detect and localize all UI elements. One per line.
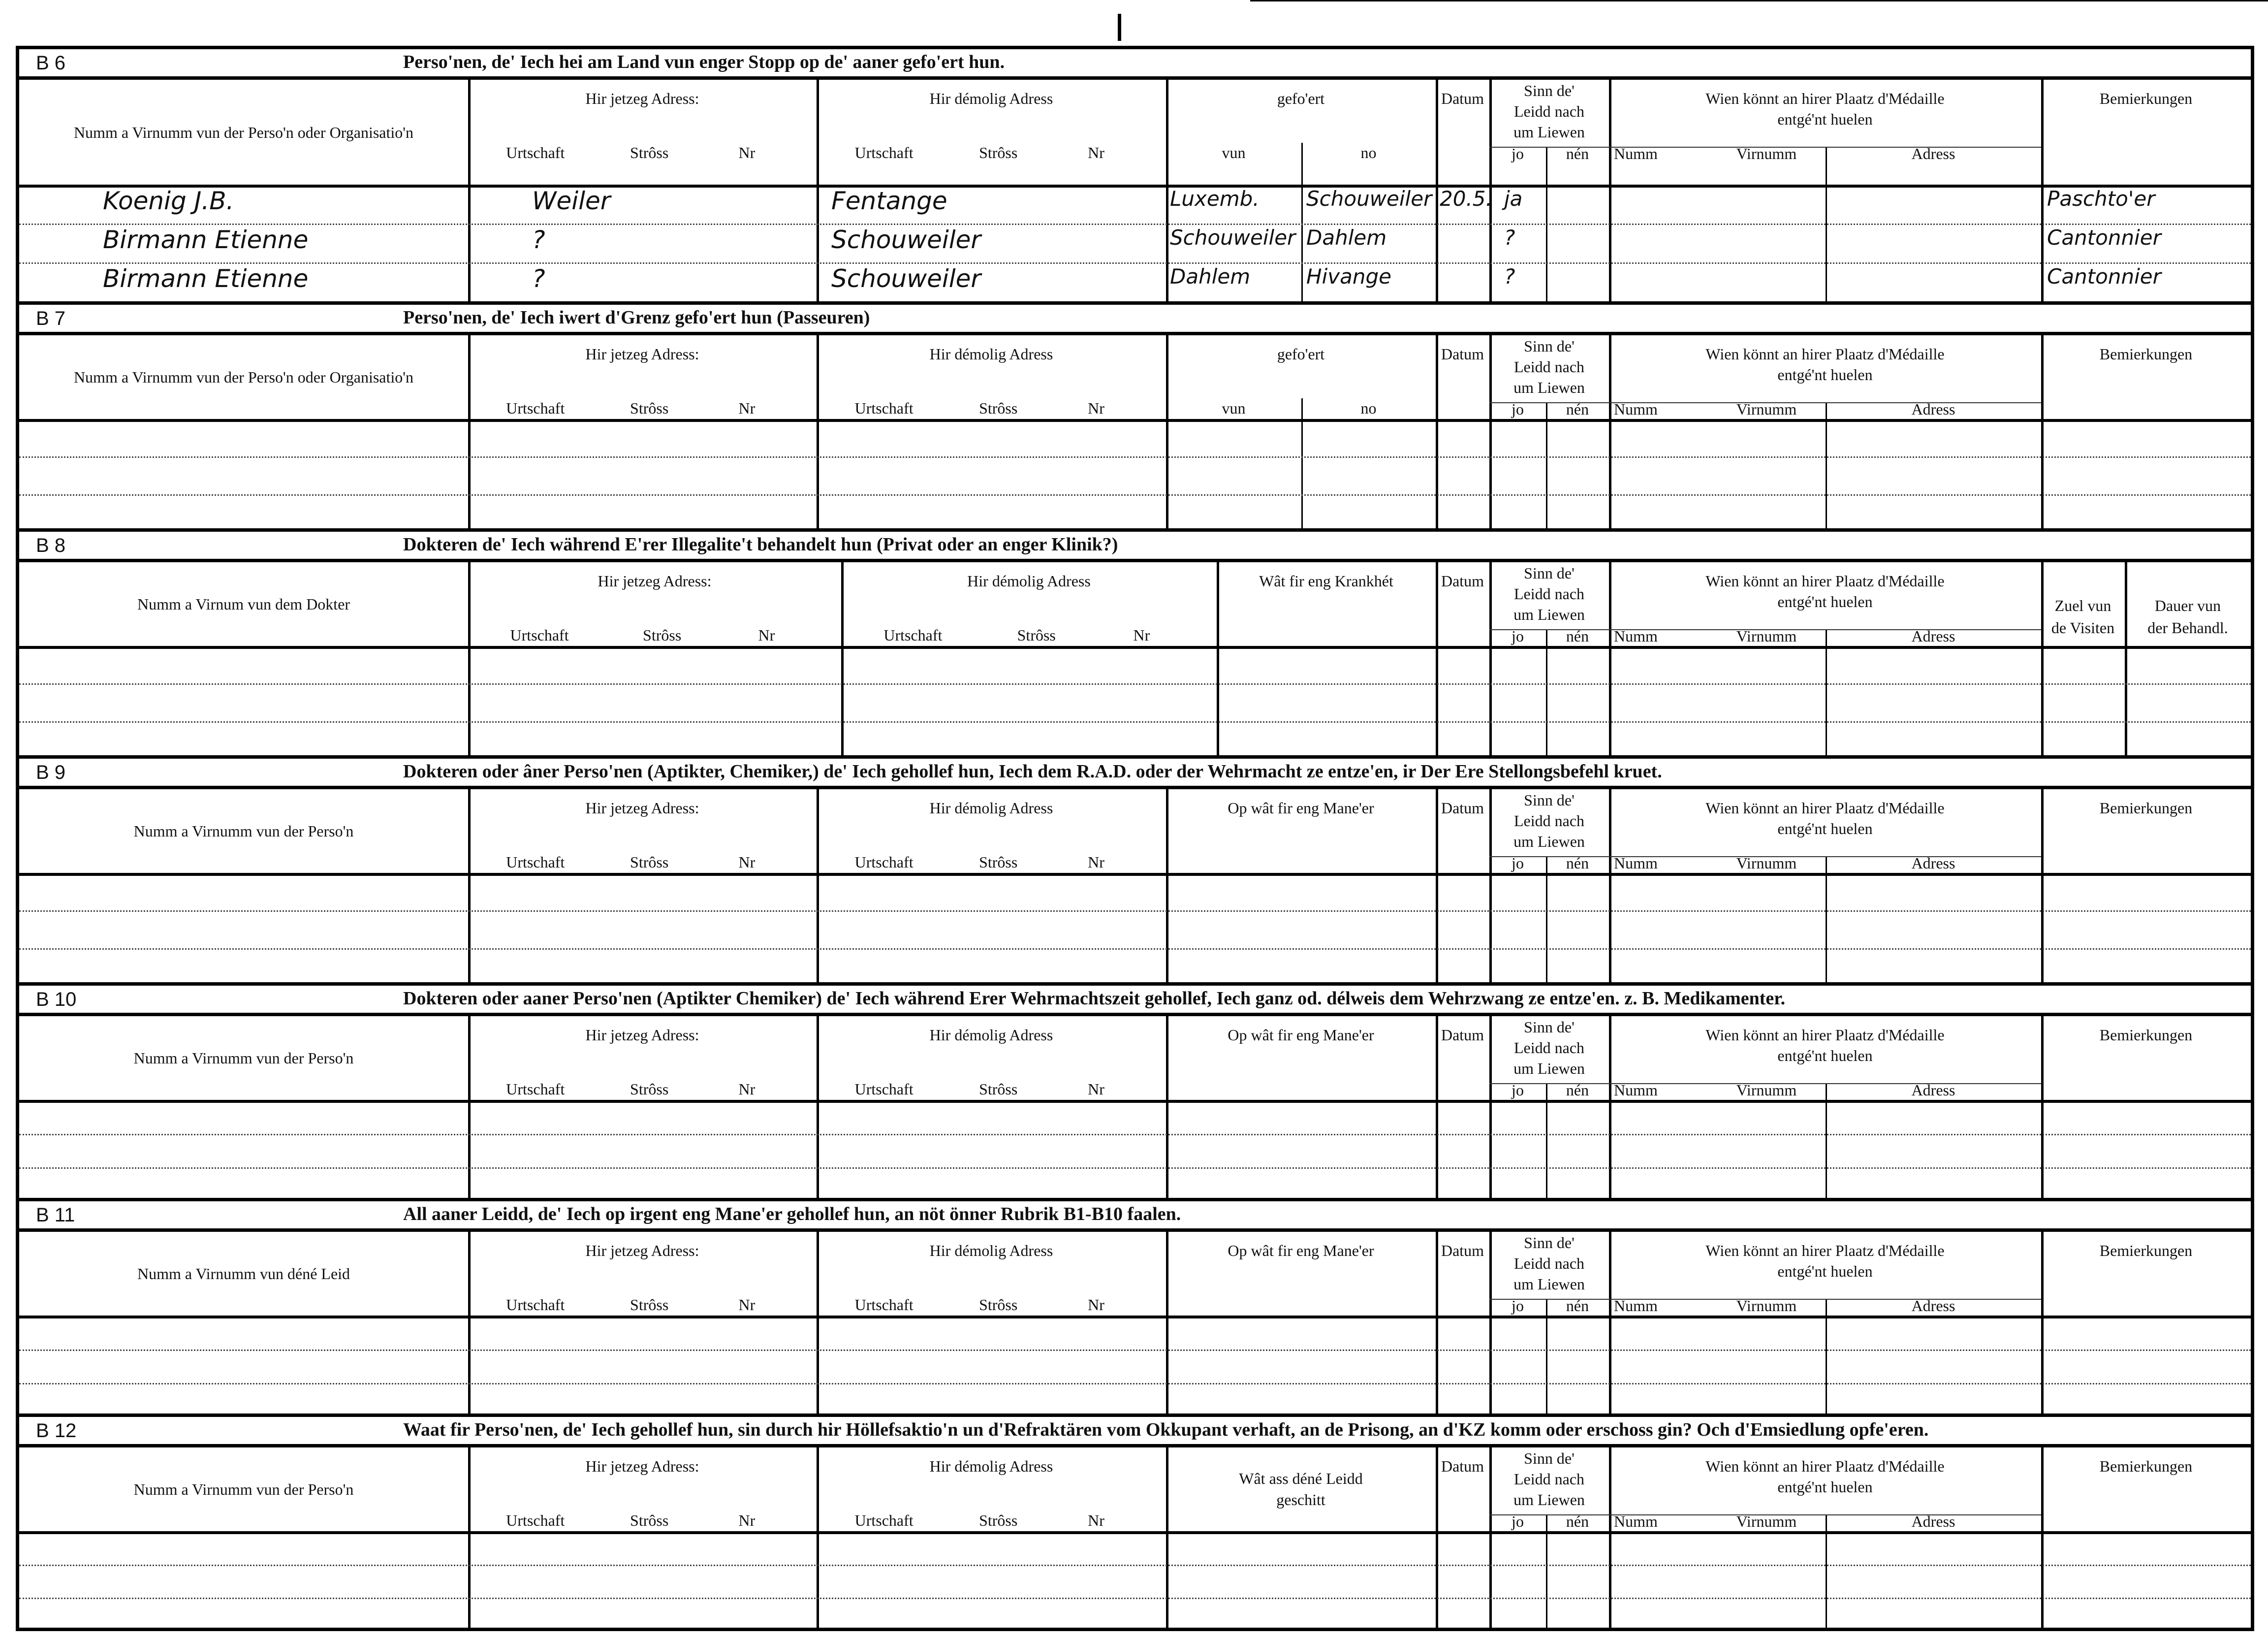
former-nr-header: Nr	[1088, 399, 1104, 417]
medal-last-name-header: Virnumm	[1736, 1297, 1797, 1315]
medal-header-1: Wien könnt an hirer Plaatz d'Médaille	[1705, 1242, 1945, 1259]
column-divider	[1436, 80, 1438, 301]
former-town-header: Urtschaft	[854, 1080, 914, 1098]
from-to-divider	[1301, 143, 1303, 301]
column-divider	[1436, 335, 1438, 532]
alive-header-3: um Liewen	[1513, 606, 1585, 623]
former-town-header: Urtschaft	[854, 1511, 914, 1529]
alive-header-2: Leidd nach	[1513, 585, 1585, 603]
alive-no-header: nén	[1566, 145, 1589, 162]
former-street-header: Strôss	[979, 399, 1018, 417]
column-divider	[817, 80, 819, 301]
section-title-bar	[19, 1201, 2251, 1232]
current-address-header: Hir jetzeg Adress:	[598, 572, 712, 590]
medal-address-header: Adress	[1911, 145, 1955, 162]
column-divider	[841, 562, 844, 759]
medal-header-1: Wien könnt an hirer Plaatz d'Médaille	[1705, 90, 1945, 107]
entry-led-from[interactable]: Luxemb.	[1170, 187, 1260, 211]
datum-header: Datum	[1441, 1026, 1484, 1044]
medal-first-name-header: Numm	[1614, 627, 1658, 645]
section-b6	[19, 49, 2251, 301]
sickness-header: Wât fir eng Krankhét	[1259, 572, 1393, 590]
medal-header-1: Wien könnt an hirer Plaatz d'Médaille	[1705, 799, 1945, 817]
section-title-bar	[19, 532, 2251, 562]
current-address-header: Hir jetzeg Adress:	[585, 1026, 699, 1044]
section-title: Waat fir Perso'nen, de' Iech gehollef hun, sin durch hir Höllefsaktio'n un d'Refraktären vom Okkupant verhaft, an de Prisong, an d'KZ komm oder erschoss gin? Och d'Emsiedlung opfe'eren.	[403, 1419, 1929, 1440]
entry-led-to[interactable]: Hivange	[1306, 264, 1391, 289]
header-divider	[19, 873, 2251, 876]
remarks-header: Bemierkungen	[2099, 1026, 2193, 1044]
section-title-bar	[19, 49, 2251, 80]
duration-header-2: der Behandl.	[2147, 619, 2228, 637]
entry-alive-yes[interactable]: ?	[1504, 225, 1515, 250]
column-divider	[2125, 562, 2127, 759]
former-town-header: Urtschaft	[883, 626, 943, 644]
medal-last-name-header: Virnumm	[1736, 400, 1797, 418]
former-address-header: Hir démolig Adress	[929, 1242, 1053, 1259]
alive-header-2: Leidd nach	[1513, 1470, 1585, 1488]
yes-no-divider	[1546, 403, 1547, 532]
form-frame	[16, 46, 2254, 1631]
former-address-header: Hir démolig Adress	[929, 345, 1053, 363]
datum-header: Datum	[1441, 572, 1484, 590]
section-code: B 6	[36, 52, 66, 74]
former-street-header: Strôss	[979, 853, 1018, 871]
medal-header-1: Wien könnt an hirer Plaatz d'Médaille	[1705, 1026, 1945, 1044]
section-b9	[19, 755, 2251, 982]
section-code: B 12	[36, 1420, 77, 1442]
medal-address-header: Adress	[1911, 1512, 1955, 1530]
led-to-header: no	[1360, 144, 1377, 161]
name-column-header: Numm a Virnumm vun der Perso'n oder Organisatio'n	[73, 368, 414, 386]
alive-yes-header: jo	[1512, 1512, 1524, 1530]
section-code: B 10	[36, 989, 77, 1010]
medal-address-header: Adress	[1911, 854, 1955, 872]
column-divider	[2041, 80, 2044, 301]
column-divider	[1166, 789, 1168, 986]
entry-former-town[interactable]: Fentange	[831, 187, 947, 215]
entry-line	[19, 494, 2251, 496]
datum-header: Datum	[1441, 799, 1484, 817]
entry-line	[19, 1134, 2251, 1135]
datum-header: Datum	[1441, 90, 1484, 107]
entry-alive-yes[interactable]: ja	[1504, 187, 1523, 211]
alive-header-3: um Liewen	[1513, 1275, 1585, 1293]
section-title: Dokteren oder aaner Perso'nen (Aptikter Chemiker) de' Iech während Erer Wehrmachtszeit gehollef, Iech ganz od. délweis dem Wehrzwang ze entze'en. z. B. Medikamenter.	[403, 988, 1786, 1009]
current-nr-header: Nr	[758, 626, 775, 644]
current-nr-header: Nr	[738, 1080, 756, 1098]
former-street-header: Strôss	[979, 1511, 1018, 1529]
name-column-header: Numm a Virnumm vun der Perso'n oder Organisatio'n	[73, 123, 414, 141]
section-title: Perso'nen, de' Iech iwert d'Grenz gefo'ert hun (Passeuren)	[403, 307, 870, 328]
alive-header-3: um Liewen	[1513, 1060, 1585, 1077]
manner-header: Op wât fir eng Mane'er	[1228, 1026, 1374, 1044]
remarks-header: Bemierkungen	[2099, 345, 2193, 363]
medal-last-name-header: Virnumm	[1736, 1512, 1797, 1530]
entry-remarks[interactable]: Cantonnier	[2047, 225, 2161, 250]
remarks-header: Bemierkungen	[2099, 799, 2193, 817]
entry-line	[19, 1598, 2251, 1599]
section-b8	[19, 528, 2251, 755]
medal-address-header: Adress	[1911, 1081, 1955, 1099]
entry-name[interactable]: Birmann Etienne	[103, 264, 309, 293]
column-divider	[1166, 335, 1168, 532]
remarks-header: Bemierkungen	[2099, 1242, 2193, 1259]
section-code: B 11	[36, 1204, 75, 1226]
entry-name[interactable]: Koenig J.B.	[103, 187, 234, 215]
medal-header-1: Wien könnt an hirer Plaatz d'Médaille	[1705, 345, 1945, 363]
current-address-header: Hir jetzeg Adress:	[585, 1242, 699, 1259]
medal-divider-1	[1826, 1084, 1827, 1201]
led-header: gefo'ert	[1277, 90, 1325, 107]
entry-line	[19, 224, 2251, 225]
section-title: Dokteren de' Iech während E'rer Illegalite't behandelt hun (Privat oder an enger Klinik?)	[403, 534, 1118, 555]
alive-header-2: Leidd nach	[1513, 102, 1585, 120]
medal-first-name-header: Numm	[1614, 854, 1658, 872]
former-nr-header: Nr	[1088, 1296, 1104, 1314]
section-b11	[19, 1198, 2251, 1413]
entry-line	[19, 1349, 2251, 1351]
current-address-header: Hir jetzeg Adress:	[585, 90, 699, 107]
current-address-header: Hir jetzeg Adress:	[585, 345, 699, 363]
header-divider	[19, 1100, 2251, 1103]
current-address-header: Hir jetzeg Adress:	[585, 1457, 699, 1475]
current-town-header: Urtschaft	[506, 853, 565, 871]
alive-yes-header: jo	[1512, 145, 1524, 162]
top-tick-mark	[1118, 14, 1121, 41]
column-divider	[1609, 789, 1611, 986]
entry-led-from[interactable]: Schouweiler	[1170, 225, 1296, 250]
column-divider	[1609, 562, 1611, 759]
yes-no-divider	[1546, 1515, 1547, 1631]
alive-header-1: Sinn de'	[1524, 82, 1575, 99]
entry-line	[19, 1167, 2251, 1169]
alive-header-3: um Liewen	[1513, 123, 1585, 141]
current-street-header: Strôss	[630, 399, 669, 417]
medal-last-name-header: Virnumm	[1736, 1081, 1797, 1099]
datum-header: Datum	[1441, 1242, 1484, 1259]
alive-header-2: Leidd nach	[1513, 812, 1585, 830]
former-address-header: Hir démolig Adress	[929, 90, 1053, 107]
former-nr-header: Nr	[1088, 1080, 1104, 1098]
section-title-bar	[19, 1417, 2251, 1447]
medal-first-name-header: Numm	[1614, 1081, 1658, 1099]
column-divider	[1609, 335, 1611, 532]
alive-header-2: Leidd nach	[1513, 358, 1585, 376]
section-title: Dokteren oder âner Perso'nen (Aptikter, Chemiker,) de' Iech gehollef hun, Iech dem R.A.D. oder der Wehrmacht ze entze'en, ir Der Ere Stellongsbefehl kruet.	[403, 761, 1662, 782]
entry-remarks[interactable]: Cantonnier	[2047, 264, 2161, 289]
entry-led-to[interactable]: Dahlem	[1306, 225, 1387, 250]
datum-header: Datum	[1441, 345, 1484, 363]
visit-count-header-1: Zuel vun	[2054, 597, 2111, 614]
duration-header-1: Dauer vun	[2154, 597, 2221, 614]
section-b7	[19, 301, 2251, 528]
yes-no-divider	[1546, 630, 1547, 759]
yes-no-divider	[1546, 857, 1547, 986]
column-divider	[468, 335, 471, 532]
from-to-divider	[1301, 398, 1303, 532]
former-street-header: Strôss	[979, 144, 1018, 161]
entry-line	[19, 948, 2251, 950]
alive-no-header: nén	[1566, 1512, 1589, 1530]
alive-header-1: Sinn de'	[1524, 1018, 1575, 1036]
entry-current-town[interactable]: Weiler	[532, 187, 611, 215]
section-b10	[19, 982, 2251, 1198]
entry-current-town[interactable]: ?	[532, 264, 545, 293]
medal-address-header: Adress	[1911, 1297, 1955, 1315]
alive-header-1: Sinn de'	[1524, 1449, 1575, 1467]
current-town-header: Urtschaft	[510, 626, 569, 644]
entry-line	[19, 721, 2251, 723]
section-title: All aaner Leidd, de' Iech op irgent eng Mane'er gehollef hun, an nöt önner Rubrik B1-B10 faalen.	[403, 1204, 1181, 1224]
former-nr-header: Nr	[1088, 144, 1104, 161]
section-code: B 8	[36, 535, 66, 556]
former-town-header: Urtschaft	[854, 853, 914, 871]
alive-yes-header: jo	[1512, 627, 1524, 645]
former-town-header: Urtschaft	[854, 144, 914, 161]
former-address-header: Hir démolig Adress	[929, 1457, 1053, 1475]
alive-header-1: Sinn de'	[1524, 791, 1575, 809]
section-title: Perso'nen, de' Iech hei am Land vun enger Stopp op de' aaner gefo'ert hun.	[403, 52, 1005, 72]
led-from-header: vun	[1222, 399, 1246, 417]
entry-line	[19, 262, 2251, 264]
alive-no-header: nén	[1566, 854, 1589, 872]
medal-first-name-header: Numm	[1614, 1297, 1658, 1315]
current-address-header: Hir jetzeg Adress:	[585, 799, 699, 817]
name-column-header: Numm a Virnum vun dem Dokter	[137, 595, 350, 613]
current-street-header: Strôss	[643, 626, 682, 644]
alive-no-header: nén	[1566, 400, 1589, 418]
led-from-header: vun	[1222, 144, 1246, 161]
current-street-header: Strôss	[630, 853, 669, 871]
medal-divider-1	[1826, 403, 1827, 532]
medal-header-1: Wien könnt an hirer Plaatz d'Médaille	[1705, 572, 1945, 590]
section-b12	[19, 1413, 2251, 1628]
column-divider	[1436, 789, 1438, 986]
entry-led-to[interactable]: Schouweiler	[1306, 187, 1432, 211]
remarks-header: Bemierkungen	[2099, 1457, 2193, 1475]
section-title-bar	[19, 305, 2251, 335]
current-nr-header: Nr	[738, 1511, 756, 1529]
former-address-header: Hir démolig Adress	[929, 1026, 1053, 1044]
medal-header-2: entgé'nt huelen	[1777, 366, 1873, 384]
entry-line	[19, 1565, 2251, 1566]
column-divider	[2041, 789, 2044, 986]
medal-last-name-header: Virnumm	[1736, 145, 1797, 162]
alive-header-2: Leidd nach	[1513, 1254, 1585, 1272]
section-title-bar	[19, 759, 2251, 789]
entry-datum[interactable]: 20.5.	[1440, 187, 1492, 211]
entry-line	[19, 683, 2251, 685]
entry-current-town[interactable]: ?	[532, 225, 545, 254]
current-street-header: Strôss	[630, 1080, 669, 1098]
medal-header-2: entgé'nt huelen	[1777, 1478, 1873, 1496]
column-divider	[1436, 562, 1438, 759]
current-town-header: Urtschaft	[506, 1296, 565, 1314]
medal-divider-1	[1826, 857, 1827, 986]
current-town-header: Urtschaft	[506, 1511, 565, 1529]
alive-yes-header: jo	[1512, 1297, 1524, 1315]
alive-header-1: Sinn de'	[1524, 337, 1575, 355]
column-divider	[468, 789, 471, 986]
medal-header-2: entgé'nt huelen	[1777, 593, 1873, 610]
current-street-header: Strôss	[630, 1511, 669, 1529]
former-address-header: Hir démolig Adress	[967, 572, 1091, 590]
current-nr-header: Nr	[738, 853, 756, 871]
medal-first-name-header: Numm	[1614, 145, 1658, 162]
name-column-header: Numm a Virnumm vun der Perso'n	[133, 1480, 354, 1498]
name-column-header: Numm a Virnumm vun der Perso'n	[133, 822, 354, 840]
medal-header-2: entgé'nt huelen	[1777, 820, 1873, 837]
medal-last-name-header: Virnumm	[1736, 854, 1797, 872]
alive-yes-header: jo	[1512, 1081, 1524, 1099]
current-town-header: Urtschaft	[506, 144, 565, 161]
alive-header-2: Leidd nach	[1513, 1039, 1585, 1057]
former-street-header: Strôss	[979, 1296, 1018, 1314]
datum-header: Datum	[1441, 1457, 1484, 1475]
led-header: gefo'ert	[1277, 345, 1325, 363]
current-nr-header: Nr	[738, 1296, 756, 1314]
yes-no-divider	[1546, 1084, 1547, 1201]
alive-no-header: nén	[1566, 627, 1589, 645]
alive-header-3: um Liewen	[1513, 379, 1585, 396]
current-street-header: Strôss	[630, 144, 669, 161]
current-town-header: Urtschaft	[506, 399, 565, 417]
medal-divider-1	[1826, 1300, 1827, 1417]
current-nr-header: Nr	[738, 144, 756, 161]
medal-header-2: entgé'nt huelen	[1777, 110, 1873, 128]
name-column-header: Numm a Virnumm vun déné Leid	[137, 1265, 350, 1283]
entry-line	[19, 456, 2251, 458]
header-divider	[19, 185, 2251, 188]
column-divider	[468, 562, 471, 759]
manner-header: Op wât fir eng Mane'er	[1228, 1242, 1374, 1259]
alive-header-3: um Liewen	[1513, 833, 1585, 850]
header-divider	[19, 419, 2251, 422]
alive-no-header: nén	[1566, 1081, 1589, 1099]
name-column-header: Numm a Virnumm vun der Perso'n	[133, 1049, 354, 1067]
former-nr-header: Nr	[1088, 1511, 1104, 1529]
entry-former-town[interactable]: Schouweiler	[831, 225, 981, 254]
alive-yes-header: jo	[1512, 400, 1524, 418]
medal-last-name-header: Virnumm	[1736, 627, 1797, 645]
column-divider	[817, 335, 819, 532]
medal-first-name-header: Numm	[1614, 400, 1658, 418]
entry-line	[19, 1383, 2251, 1384]
alive-header-1: Sinn de'	[1524, 564, 1575, 582]
alive-yes-header: jo	[1512, 854, 1524, 872]
column-divider	[2041, 562, 2044, 759]
current-street-header: Strôss	[630, 1296, 669, 1314]
header-divider	[19, 1316, 2251, 1318]
visit-count-header-2: de Visiten	[2051, 619, 2115, 637]
former-nr-header: Nr	[1133, 626, 1150, 644]
former-street-header: Strôss	[1017, 626, 1056, 644]
entry-name[interactable]: Birmann Etienne	[103, 225, 309, 254]
column-divider	[468, 80, 471, 301]
section-code: B 9	[36, 762, 66, 783]
entry-led-from[interactable]: Dahlem	[1170, 264, 1251, 289]
column-divider	[2041, 335, 2044, 532]
header-divider	[19, 1531, 2251, 1534]
former-town-header: Urtschaft	[854, 399, 914, 417]
column-divider	[1217, 562, 1219, 759]
entry-alive-yes[interactable]: ?	[1504, 264, 1515, 289]
section-code: B 7	[36, 308, 66, 329]
entry-line	[19, 910, 2251, 912]
medal-address-header: Adress	[1911, 400, 1955, 418]
former-town-header: Urtschaft	[854, 1296, 914, 1314]
alive-no-header: nén	[1566, 1297, 1589, 1315]
led-to-header: no	[1360, 399, 1377, 417]
medal-divider-1	[1826, 1515, 1827, 1631]
what-happened-header-2: geschitt	[1276, 1491, 1325, 1509]
what-happened-header-1: Wât ass déné Leidd	[1239, 1470, 1363, 1487]
alive-header-3: um Liewen	[1513, 1491, 1585, 1509]
former-street-header: Strôss	[979, 1080, 1018, 1098]
alive-header-1: Sinn de'	[1524, 1234, 1575, 1252]
medal-first-name-header: Numm	[1614, 1512, 1658, 1530]
entry-remarks[interactable]: Paschto'er	[2047, 187, 2155, 211]
column-divider	[817, 789, 819, 986]
remarks-header: Bemierkungen	[2099, 90, 2193, 107]
former-address-header: Hir démolig Adress	[929, 799, 1053, 817]
medal-divider-1	[1826, 630, 1827, 759]
top-edge-line	[1250, 0, 2268, 1]
header-divider	[19, 646, 2251, 649]
medal-address-header: Adress	[1911, 627, 1955, 645]
current-town-header: Urtschaft	[506, 1080, 565, 1098]
former-nr-header: Nr	[1088, 853, 1104, 871]
column-divider	[1166, 80, 1168, 301]
medal-header-1: Wien könnt an hirer Plaatz d'Médaille	[1705, 1457, 1945, 1475]
section-title-bar	[19, 986, 2251, 1016]
yes-no-divider	[1546, 1300, 1547, 1417]
manner-header: Op wât fir eng Mane'er	[1228, 799, 1374, 817]
medal-header-2: entgé'nt huelen	[1777, 1262, 1873, 1280]
entry-former-town[interactable]: Schouweiler	[831, 264, 981, 293]
current-nr-header: Nr	[738, 399, 756, 417]
medal-header-2: entgé'nt huelen	[1777, 1047, 1873, 1064]
